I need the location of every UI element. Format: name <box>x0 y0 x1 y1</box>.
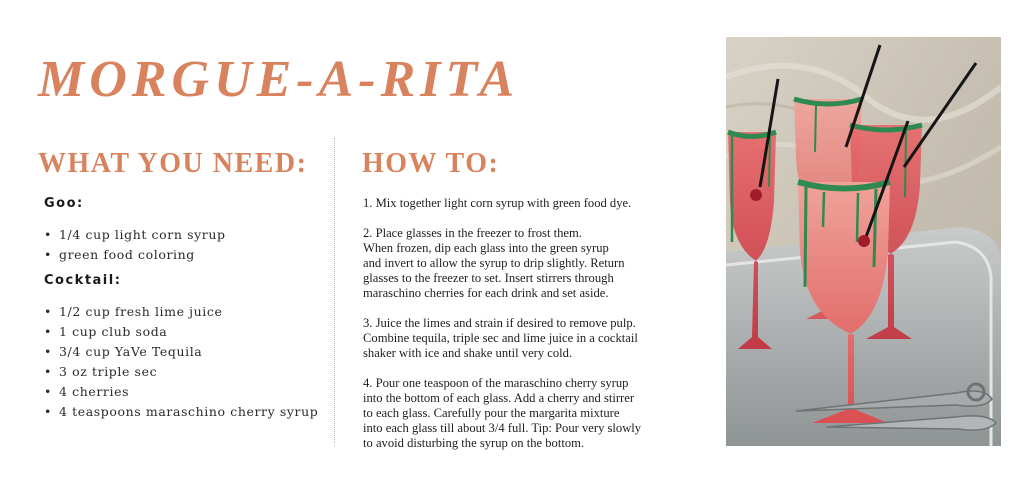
cocktail-photo <box>726 37 1001 446</box>
step-line: 3. Juice the limes and strain if desired to remove pulp. <box>363 316 636 330</box>
column-divider <box>334 138 335 446</box>
step-line: to each glass. Carefully pour the margarita mixture <box>363 406 620 420</box>
instruction-step <box>363 226 703 301</box>
ingredient-item: • 1/2 cup fresh lime juice <box>44 302 318 322</box>
ingredient-item: • 4 teaspoons maraschino cherry syrup <box>44 402 318 422</box>
cocktail-ingredient-list <box>44 302 318 422</box>
ingredient-item: • green food coloring <box>44 245 226 265</box>
step-line: 2. Place glasses in the freezer to frost them. <box>363 226 582 240</box>
what-you-need-heading: WHAT YOU NEED: <box>38 148 308 179</box>
step-line: shaker with ice and shake until very cold. <box>363 346 573 360</box>
ingredient-item: • 3/4 cup YaVe Tequila <box>44 342 318 362</box>
step-line: into each glass till about 3/4 full. Tip: Pour very slowly <box>363 421 642 435</box>
step-line: to avoid disturbing the syrup on the bottom. <box>363 436 585 450</box>
recipe-title: MORGUE-A-RITA <box>38 51 520 108</box>
goo-ingredient-list <box>44 225 226 265</box>
instruction-step <box>363 316 703 361</box>
how-to-heading: HOW TO: <box>362 148 500 179</box>
step-line: Combine tequila, triple sec and lime juice in a cocktail <box>363 331 638 345</box>
step-line: and invert to allow the syrup to drip slightly. Return <box>363 256 625 270</box>
ingredient-item: • 1/4 cup light corn syrup <box>44 225 226 245</box>
ingredient-item: • 3 oz triple sec <box>44 362 318 382</box>
goo-subheading: Goo: <box>44 196 84 211</box>
step-line: 4. Pour one teaspoon of the maraschino cherry syrup <box>363 376 629 390</box>
step-line: When frozen, dip each glass into the green syrup <box>363 241 609 255</box>
instruction-step <box>363 196 703 211</box>
step-line: 1. Mix together light corn syrup with green food dye. <box>363 196 632 210</box>
cocktail-subheading: Cocktail: <box>44 273 122 288</box>
step-line: into the bottom of each glass. Add a cherry and stirrer <box>363 391 635 405</box>
ingredient-item: • 4 cherries <box>44 382 318 402</box>
step-line: maraschino cherries for each drink and set aside. <box>363 286 609 300</box>
step-line: glasses to the freezer to set. Insert stirrers through <box>363 271 614 285</box>
instructions <box>363 196 703 466</box>
instruction-step <box>363 376 703 451</box>
ingredient-item: • 1 cup club soda <box>44 322 318 342</box>
